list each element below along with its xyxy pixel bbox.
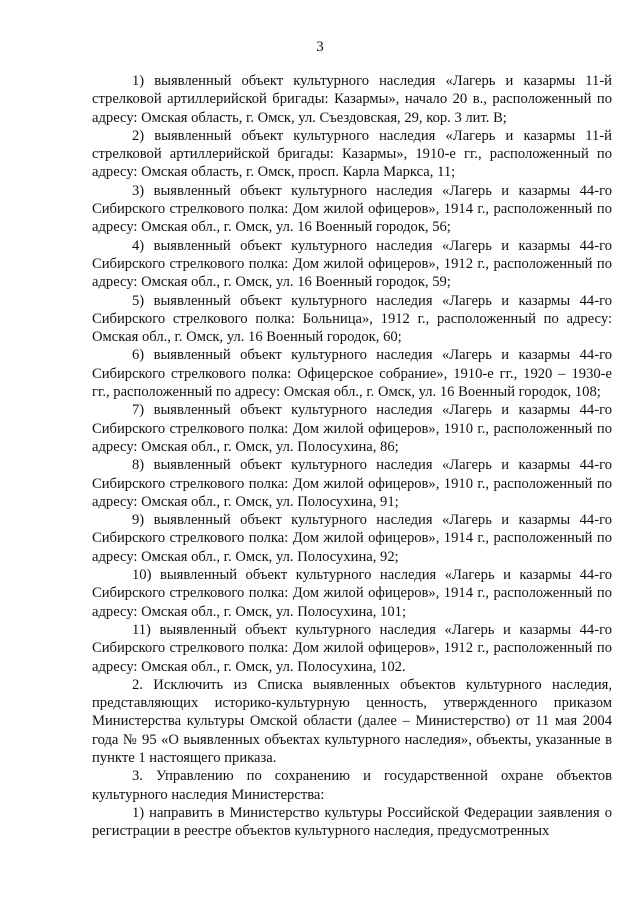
list-item-11: 11) выявленный объект культурного наследия «Лагерь и казармы 44-го Сибирского стрелкового полка: Дом жилой офицеров», 1912 г., расположенный по адресу: Омская обл., г. Омск, ул. Полосухина, 102. bbox=[92, 621, 612, 675]
document-body bbox=[92, 72, 612, 840]
list-item-9: 9) выявленный объект культурного наследия «Лагерь и казармы 44-го Сибирского стрелкового полка: Дом жилой офицеров», 1914 г., расположенный по адресу: Омская обл., г. Омск, ул. Полосухина, 92; bbox=[92, 512, 612, 565]
list-item-4: 4) выявленный объект культурного наследия «Лагерь и казармы 44-го Сибирского стрелкового полка: Дом жилой офицеров», 1912 г., расположенный по адресу: Омская обл., г. Омск, ул. 16 Военный городок, 59; bbox=[92, 237, 612, 291]
list-item-3: 3) выявленный объект культурного наследия «Лагерь и казармы 44-го Сибирского стрелкового полка: Дом жилой офицеров», 1914 г., расположенный по адресу: Омская обл., г. Омск, ул. 16 Военный городок, 56; bbox=[92, 182, 612, 236]
list-item-6: 6) выявленный объект культурного наследия «Лагерь и казармы 44-го Сибирского стрелкового полка: Офицерское собрание», 1910-е гг., 1920 – 1930-е гг., расположенный по адресу: Омская обл., г. Омск, ул. 16 Военный городок, 108; bbox=[92, 347, 612, 401]
list-item-10: 10) выявленный объект культурного наследия «Лагерь и казармы 44-го Сибирского стрелкового полка: Дом жилой офицеров», 1914 г., расположенный по адресу: Омская обл., г. Омск, ул. Полосухина, 101; bbox=[92, 567, 612, 620]
list-item-1: 1) выявленный объект культурного наследия «Лагерь и казармы 11-й стрелковой артиллерийской бригады: Казармы», начало 20 в., расположенный по адресу: Омская область, г. Омск, ул. Съездовская, 29, кор. 3 лит. В; bbox=[92, 73, 612, 126]
section-3-paragraph: 3. Управлению по сохранению и государственной охране объектов культурного наследия Министерства: bbox=[92, 768, 612, 803]
list-item-8: 8) выявленный объект культурного наследия «Лагерь и казармы 44-го Сибирского стрелкового полка: Дом жилой офицеров», 1910 г., расположенный по адресу: Омская обл., г. Омск, ул. Полосухина, 91; bbox=[92, 457, 612, 510]
page-number: 3 bbox=[316, 39, 324, 55]
list-item-7: 7) выявленный объект культурного наследия «Лагерь и казармы 44-го Сибирского стрелкового полка: Дом жилой офицеров», 1910 г., расположенный по адресу: Омская обл., г. Омск, ул. Полосухина, 86; bbox=[92, 402, 612, 455]
list-item-5: 5) выявленный объект культурного наследия «Лагерь и казармы 44-го Сибирского стрелкового полка: Больница», 1912 г., расположенный по адресу: Омская обл., г. Омск, ул. 16 Военный городок, 60; bbox=[92, 292, 612, 346]
list-item-2: 2) выявленный объект культурного наследия «Лагерь и казармы 11-й стрелковой артиллерийской бригады: Казармы», 1910-е гг., расположенный по адресу: Омская область, г. Омск, просп. Карла Маркса, 11; bbox=[92, 127, 612, 181]
section-2-paragraph: 2. Исключить из Списка выявленных объектов культурного наследия, представляющих историко-культурную ценность, утвержденного приказом Министерства культуры Омской области (далее – Министерство) от 11 мая 2004 года № 95 «О выявленных объектах культурного наследия», объекты, указанные в пункте 1 настоящего приказа. bbox=[92, 676, 612, 766]
section-3-subitem-1: 1) направить в Министерство культуры Российской Федерации заявления о регистрации в реестре объектов культурного наследия, предусмотренных bbox=[92, 804, 612, 840]
